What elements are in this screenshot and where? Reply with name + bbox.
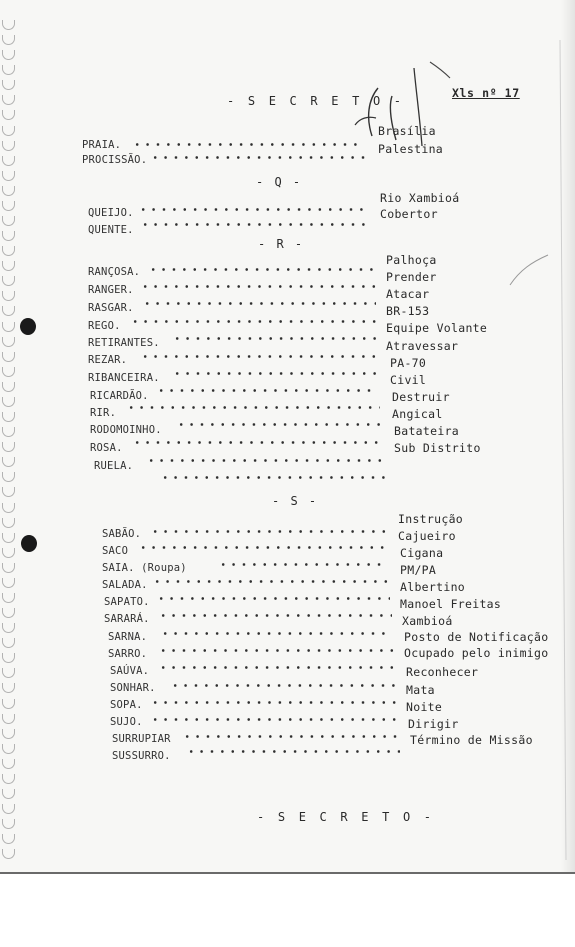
glossary-term: REGO. bbox=[88, 320, 121, 332]
glossary-term: RANÇOSA. bbox=[88, 266, 141, 278]
leader-dots bbox=[140, 355, 376, 358]
glossary-code: Dirigir bbox=[408, 717, 459, 731]
leader-dots bbox=[156, 389, 378, 392]
glossary-term: QUEIJO. bbox=[88, 207, 134, 219]
section-letter-heading: - R - bbox=[258, 237, 305, 251]
glossary-term: SABÃO. bbox=[102, 528, 142, 540]
leader-dots bbox=[156, 597, 390, 600]
leader-dots bbox=[150, 530, 386, 533]
leader-dots bbox=[150, 156, 368, 159]
glossary-code: Cobertor bbox=[380, 207, 438, 221]
glossary-code: Reconhecer bbox=[406, 665, 479, 679]
glossary-term: RIR. bbox=[90, 407, 117, 419]
glossary-term: SURRUPIAR bbox=[112, 733, 171, 745]
leader-dots bbox=[172, 372, 378, 375]
section-letter-heading: - S - bbox=[272, 494, 319, 508]
glossary-term: SARNA. bbox=[108, 631, 148, 643]
classification-header: - S E C R E T O - bbox=[227, 94, 405, 108]
glossary-term: SACO bbox=[102, 545, 129, 557]
glossary-code: Albertino bbox=[400, 580, 466, 594]
leader-dots bbox=[186, 750, 400, 753]
glossary-code: Término de Missão bbox=[410, 733, 533, 747]
glossary-term: SUSSURRO. bbox=[112, 750, 171, 762]
leader-dots bbox=[130, 320, 376, 323]
leader-dots bbox=[158, 666, 394, 669]
leader-dots bbox=[148, 268, 374, 271]
glossary-code: Brasília bbox=[378, 124, 436, 138]
glossary-code: Prender bbox=[386, 270, 437, 284]
leader-dots bbox=[138, 208, 364, 211]
leader-dots bbox=[158, 614, 392, 617]
glossary-term: RETIRANTES. bbox=[88, 337, 160, 349]
leader-dots bbox=[152, 580, 390, 583]
glossary-term: SALADA. bbox=[102, 579, 148, 591]
leader-dots bbox=[158, 649, 394, 652]
glossary-code: Palestina bbox=[378, 142, 444, 156]
glossary-term: RIBANCEIRA. bbox=[88, 372, 160, 384]
leader-dots bbox=[182, 735, 398, 738]
leader-dots bbox=[218, 563, 388, 566]
glossary-term: RUELA. bbox=[94, 460, 134, 472]
glossary-term: SOPA. bbox=[110, 699, 143, 711]
glossary-code: Mata bbox=[406, 683, 435, 697]
leader-dots bbox=[170, 684, 396, 687]
glossary-term: RICARDÃO. bbox=[90, 390, 149, 402]
glossary-code: Civil bbox=[390, 373, 427, 387]
glossary-code: Palhoça bbox=[386, 253, 437, 267]
glossary-code: Destruir bbox=[392, 390, 450, 404]
leader-dots bbox=[132, 143, 364, 146]
document-reference: Xls nº 17 bbox=[452, 86, 520, 100]
leader-dots bbox=[140, 223, 368, 226]
glossary-code: Rio Xambioá bbox=[380, 191, 460, 205]
glossary-term: REZAR. bbox=[88, 354, 128, 366]
glossary-term: SONHAR. bbox=[110, 682, 156, 694]
glossary-term: RANGER. bbox=[88, 284, 134, 296]
glossary-code: Xambioá bbox=[402, 614, 453, 628]
leader-dots bbox=[160, 476, 386, 479]
glossary-term: RASGAR. bbox=[88, 302, 134, 314]
section-letter-heading: - Q - bbox=[256, 175, 303, 189]
glossary-code: Atacar bbox=[386, 287, 430, 301]
glossary-code: PM/PA bbox=[400, 563, 437, 577]
glossary-code: Noite bbox=[406, 700, 443, 714]
glossary-code: Cigana bbox=[400, 546, 444, 560]
glossary-code: Posto de Notificação bbox=[404, 630, 549, 644]
glossary-term: PROCISSÃO. bbox=[82, 154, 148, 166]
leader-dots bbox=[172, 337, 376, 340]
glossary-code: Atravessar bbox=[386, 339, 459, 353]
leader-dots bbox=[150, 701, 396, 704]
glossary-term: QUENTE. bbox=[88, 224, 134, 236]
leader-dots bbox=[126, 406, 380, 409]
leader-dots bbox=[160, 632, 392, 635]
glossary-term: RODOMOINHO. bbox=[90, 424, 162, 436]
glossary-term: SARARÁ. bbox=[104, 613, 150, 625]
glossary-code: Manoel Freitas bbox=[400, 597, 502, 611]
glossary-term: SAIA. (Roupa) bbox=[102, 562, 187, 574]
leader-dots bbox=[142, 302, 376, 305]
glossary-code: Instrução bbox=[398, 512, 464, 526]
leader-dots bbox=[138, 546, 388, 549]
glossary-term: PRAIA. bbox=[82, 139, 122, 151]
leader-dots bbox=[176, 423, 382, 426]
classification-footer: - S E C R E T O - bbox=[257, 810, 435, 824]
glossary-term: SUJO. bbox=[110, 716, 143, 728]
glossary-code: Batateira bbox=[394, 424, 460, 438]
glossary-term: SAÚVA. bbox=[110, 665, 150, 677]
leader-dots bbox=[132, 441, 382, 444]
glossary-code: Cajueiro bbox=[398, 529, 456, 543]
glossary-term: SARRO. bbox=[108, 648, 148, 660]
glossary-code: Angical bbox=[392, 407, 443, 421]
glossary-code: Equipe Volante bbox=[386, 321, 488, 335]
leader-dots bbox=[140, 285, 376, 288]
glossary-code: Sub Distrito bbox=[394, 441, 481, 455]
glossary-code: Ocupado pelo inimigo bbox=[404, 646, 549, 660]
glossary-code: PA-70 bbox=[390, 356, 427, 370]
glossary-code: BR-153 bbox=[386, 304, 430, 318]
glossary-term: ROSA. bbox=[90, 442, 123, 454]
glossary-term: SAPATO. bbox=[104, 596, 150, 608]
leader-dots bbox=[150, 718, 398, 721]
leader-dots bbox=[146, 459, 384, 462]
